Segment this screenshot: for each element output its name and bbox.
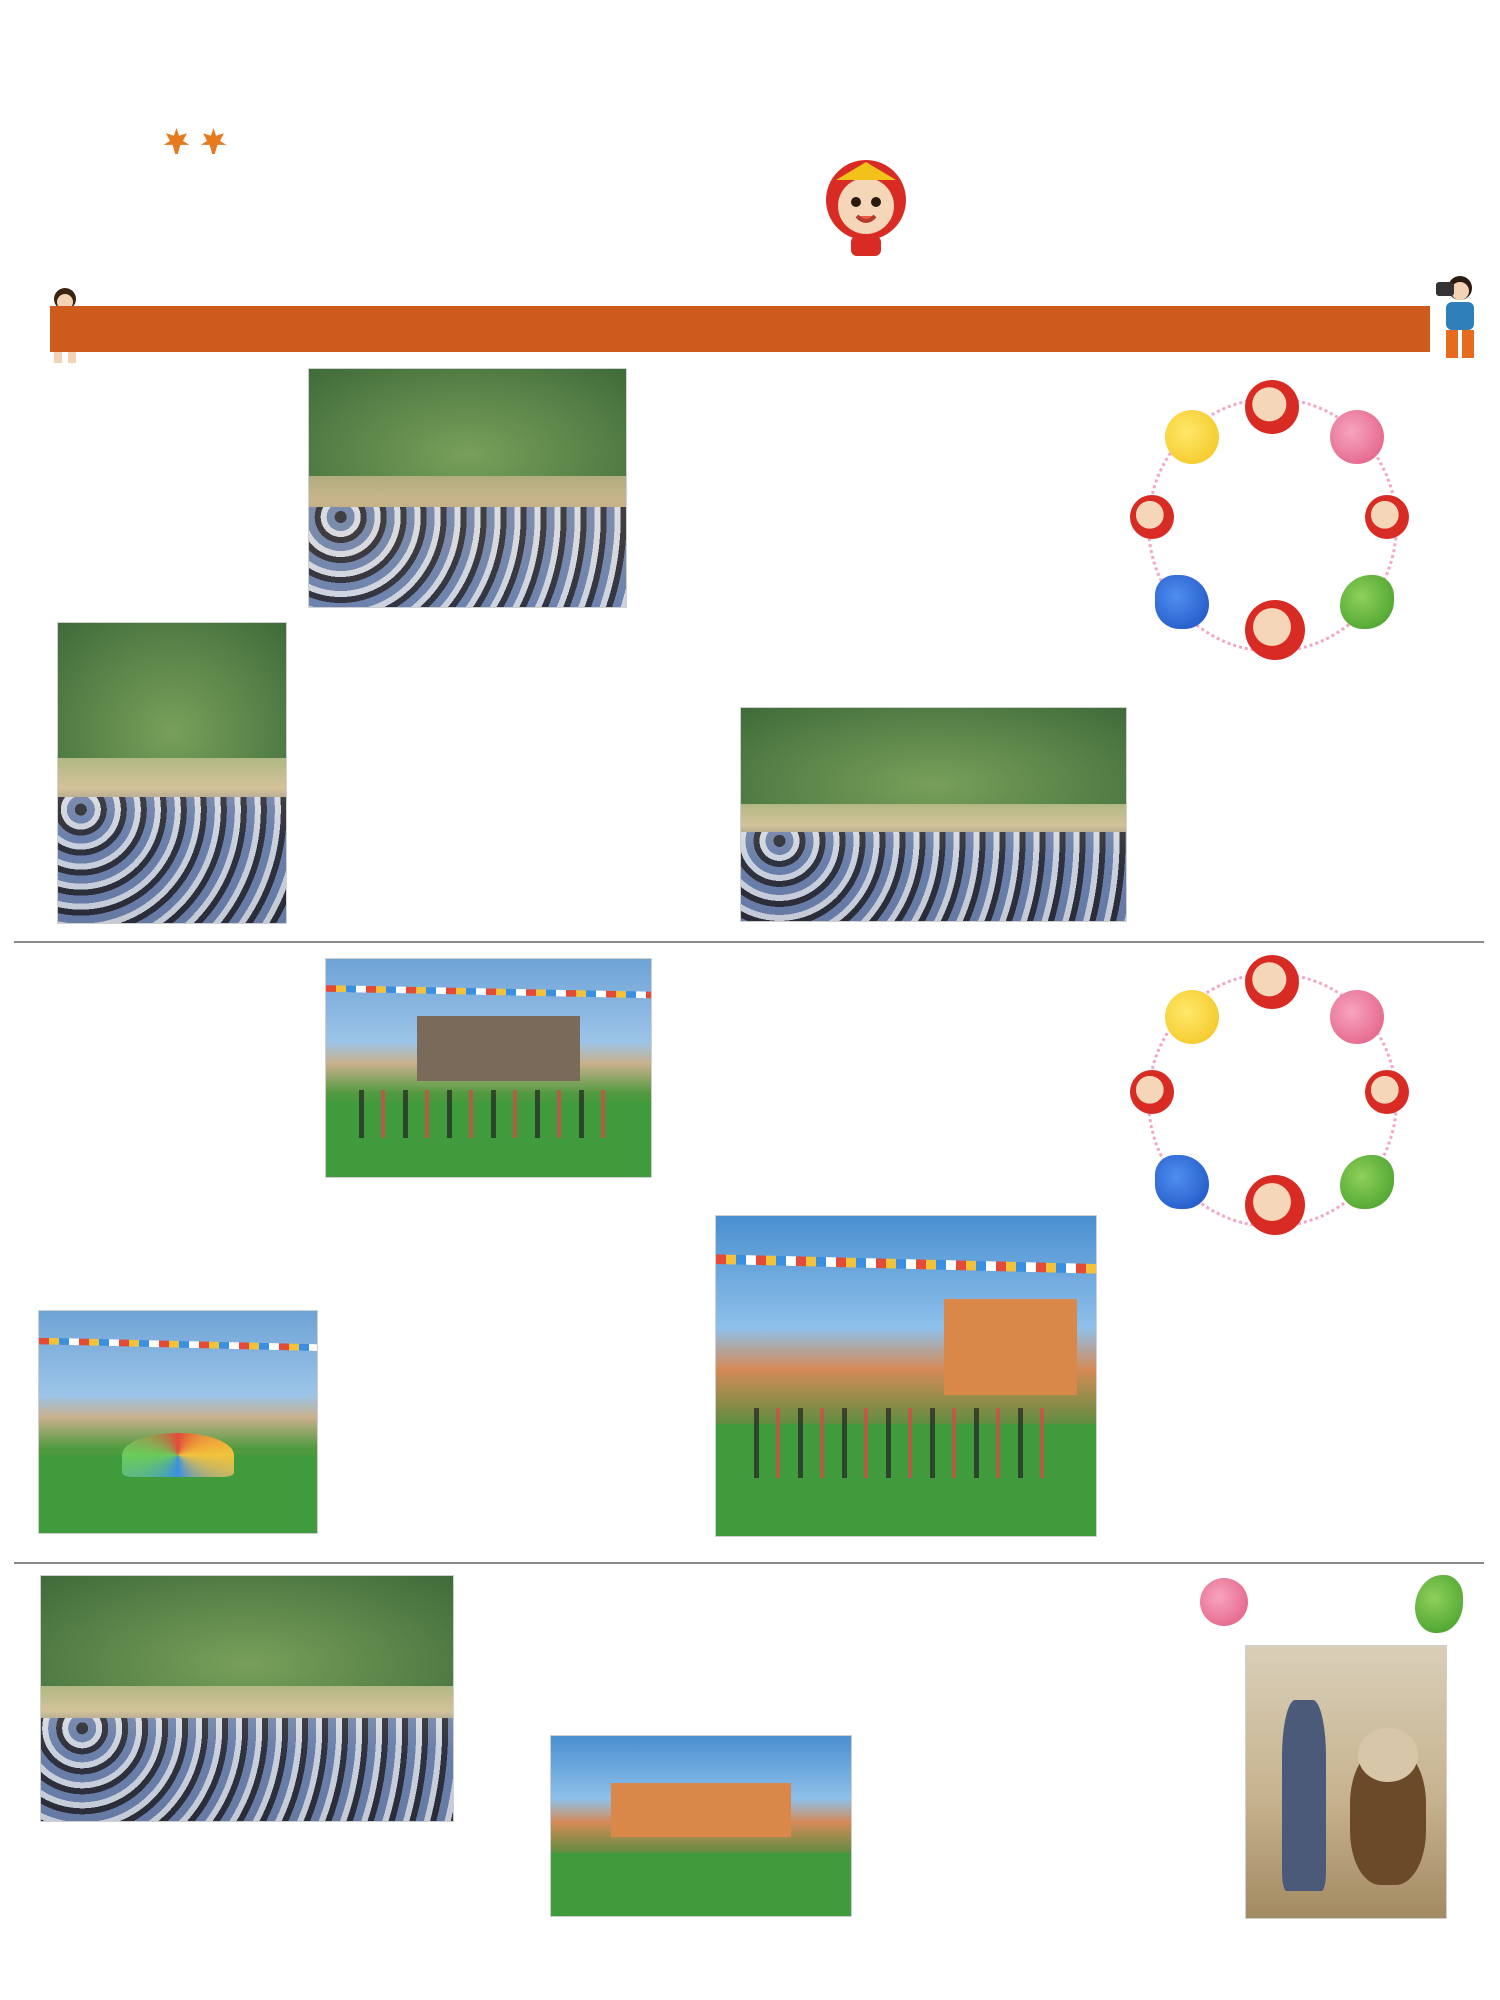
top-fruit-border	[55, 38, 1445, 94]
yellow-bird-icon	[1165, 410, 1219, 464]
mascot-red-icon	[1245, 1175, 1305, 1235]
section-divider	[14, 941, 1484, 943]
section1-text-b	[298, 610, 638, 920]
section3-text-a	[890, 1578, 1230, 1923]
event-circle-dongaraza	[1125, 375, 1420, 675]
newsletter-title	[375, 140, 1485, 275]
section2-text-b	[325, 1215, 710, 1535]
event-circle-minimini-sports-day	[1125, 950, 1420, 1250]
maple-leaf-icon	[201, 128, 227, 154]
mascot-red-icon	[1130, 1070, 1174, 1114]
photo-stage-audience	[40, 1575, 454, 1822]
banner	[50, 306, 1430, 352]
mascot-red-icon	[1245, 600, 1305, 660]
section-divider	[14, 1562, 1484, 1564]
mascot-red-icon	[1365, 1070, 1409, 1114]
maple-leaf-icon	[163, 128, 189, 154]
photo-kindergarten-yard	[550, 1735, 852, 1917]
green-character-icon	[1415, 1575, 1463, 1633]
photo-tanuki-costume	[1245, 1645, 1447, 1919]
photo-characters-with-children	[740, 707, 1127, 922]
mascot-red-icon	[1365, 495, 1409, 539]
mascot-red-icon	[1130, 495, 1174, 539]
section3-text-b	[455, 1578, 885, 1728]
photo-stage-play	[308, 368, 627, 608]
father-with-camera-icon	[1430, 272, 1488, 362]
section1-text-a	[595, 360, 1115, 700]
mascot-red-icon	[1245, 955, 1299, 1009]
green-character-icon	[1340, 575, 1394, 629]
yellow-bird-icon	[1165, 990, 1219, 1044]
pink-character-icon	[1330, 410, 1384, 464]
mascot-red-icon	[1245, 380, 1299, 434]
section3-text-c	[40, 1828, 545, 1923]
issuer-block	[30, 120, 360, 270]
photo-parachute-balloon	[38, 1310, 318, 1534]
green-character-icon	[1340, 1155, 1394, 1209]
mascot-logo-icon	[811, 150, 921, 260]
photo-sports-day-field	[715, 1215, 1097, 1537]
section1-text-c	[40, 360, 302, 610]
section2-text-a	[655, 958, 1080, 1223]
bottom-leaf-border	[38, 1932, 1458, 1987]
photo-audience-cheering	[57, 622, 287, 924]
section2-intro	[1100, 1255, 1460, 1525]
section1-intro	[1128, 680, 1465, 920]
pink-character-icon	[1330, 990, 1384, 1044]
photo-sports-day-dance	[325, 958, 652, 1178]
section2-text-c	[40, 958, 315, 1238]
